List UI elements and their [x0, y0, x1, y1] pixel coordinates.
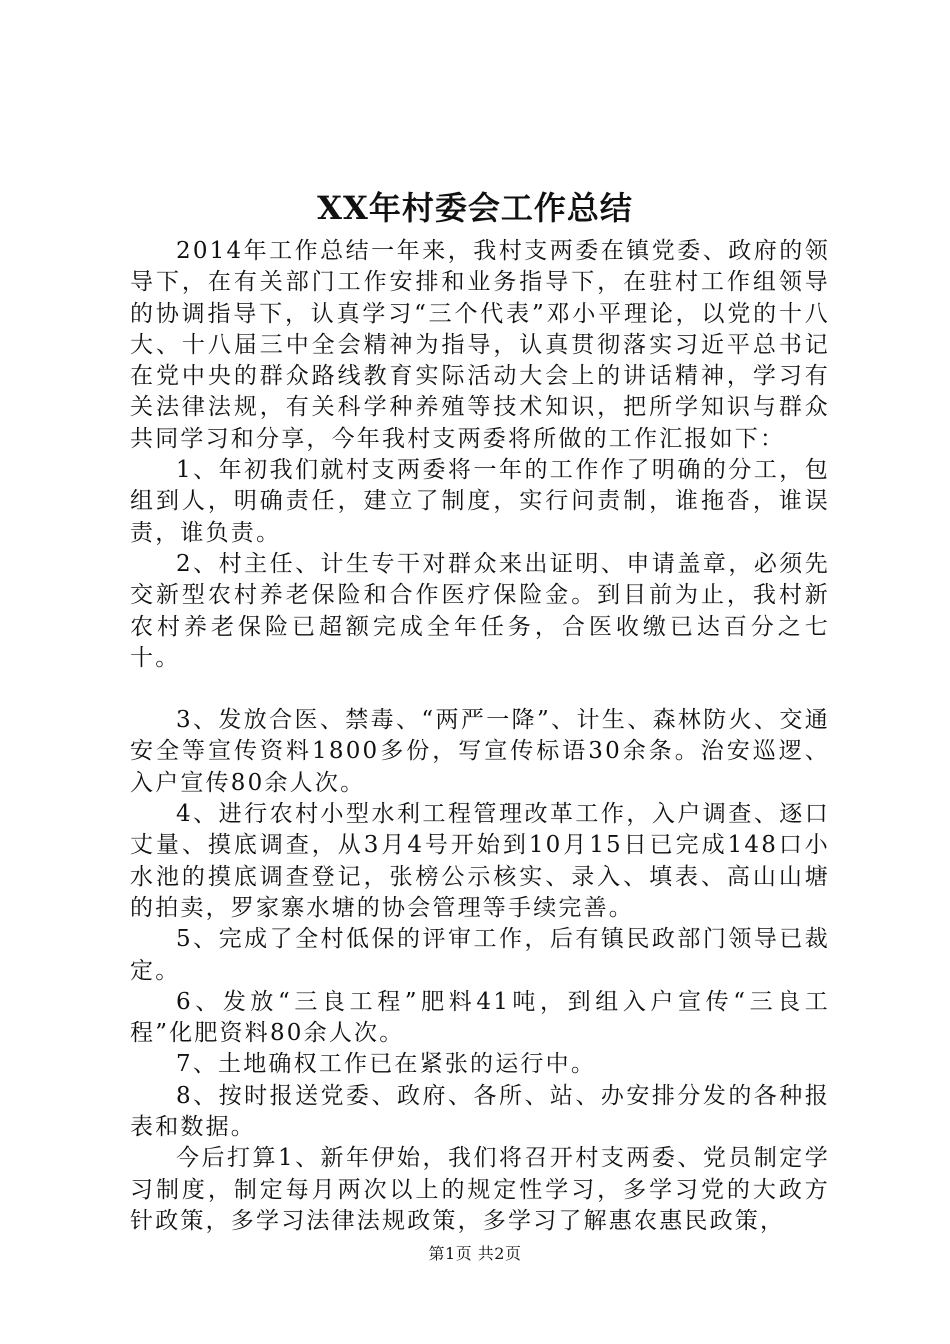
paragraph-item-2: 2、村主任、计生专干对群众来出证明、申请盖章，必须先交新型农村养老保险和合作医疗保险金。到目前为止，我村新农村养老保险已超额完成全年任务，合医收缴已达百分之七十。 — [130, 550, 830, 671]
paragraph-item-8: 8、按时报送党委、政府、各所、站、办安排分发的各种报表和数据。 — [130, 1082, 830, 1141]
document-title: XX年村委会工作总结 — [317, 189, 633, 227]
paragraph-item-7: 7、土地确权工作已在紧张的运行中。 — [176, 1051, 597, 1078]
paragraph-item-5: 5、完成了全村低保的评审工作，后有镇民政部门领导已裁定。 — [130, 926, 830, 984]
paragraph-item-3: 3、发放合医、禁毒、“两严一降”、计生、森林防火、交通安全等宣传资料1800多份，写宣传标语30余条。治安巡逻、入户宣传80余人次。 — [130, 707, 830, 796]
paragraph-intro: 2014年工作总结一年来，我村支两委在镇党委、政府的领导下，在有关部门工作安排和业务指导下，在驻村工作组领导的协调指导下，认真学习“三个代表”邓小平理论，以党的十八大、十八届三中全会精神为指导，认真贯彻落实习近平总书记在党中央的群众路线教育实际活动大会上的讲话精神，学习有关法律法规，有关科学种养殖等技术知识，把所学知识与群众共同学习和分享，今年我村支两委将所做的工作汇报如下： — [130, 238, 830, 452]
page-number-footer: 第1页 共2页 — [428, 1244, 522, 1263]
paragraph-item-6: 6、发放“三良工程”肥料41吨，到组入户宣传“三良工程”化肥资料80余人次。 — [130, 988, 830, 1047]
paragraph-item-4: 4、进行农村小型水利工程管理改革工作，入户调查、逐口丈量、摸底调查，从3月4号开始到10月15日已完成148口小水池的摸底调查登记，张榜公示核实、录入、填表、高山山塘的拍卖，罗家寨水塘的协会管理等手续完善。 — [130, 801, 830, 921]
paragraph-item-1: 1、年初我们就村支两委将一年的工作作了明确的分工，包组到人，明确责任，建立了制度，实行问责制，谁拖沓，谁误责，谁负责。 — [130, 457, 830, 546]
paragraph-future-plans: 今后打算1、新年伊始，我们将召开村支两委、党员制定学习制度，制定每月两次以上的规定性学习，多学习党的大政方针政策，多学习法律法规政策，多学习了解惠农惠民政策， — [130, 1145, 830, 1234]
document-body — [130, 236, 830, 1237]
